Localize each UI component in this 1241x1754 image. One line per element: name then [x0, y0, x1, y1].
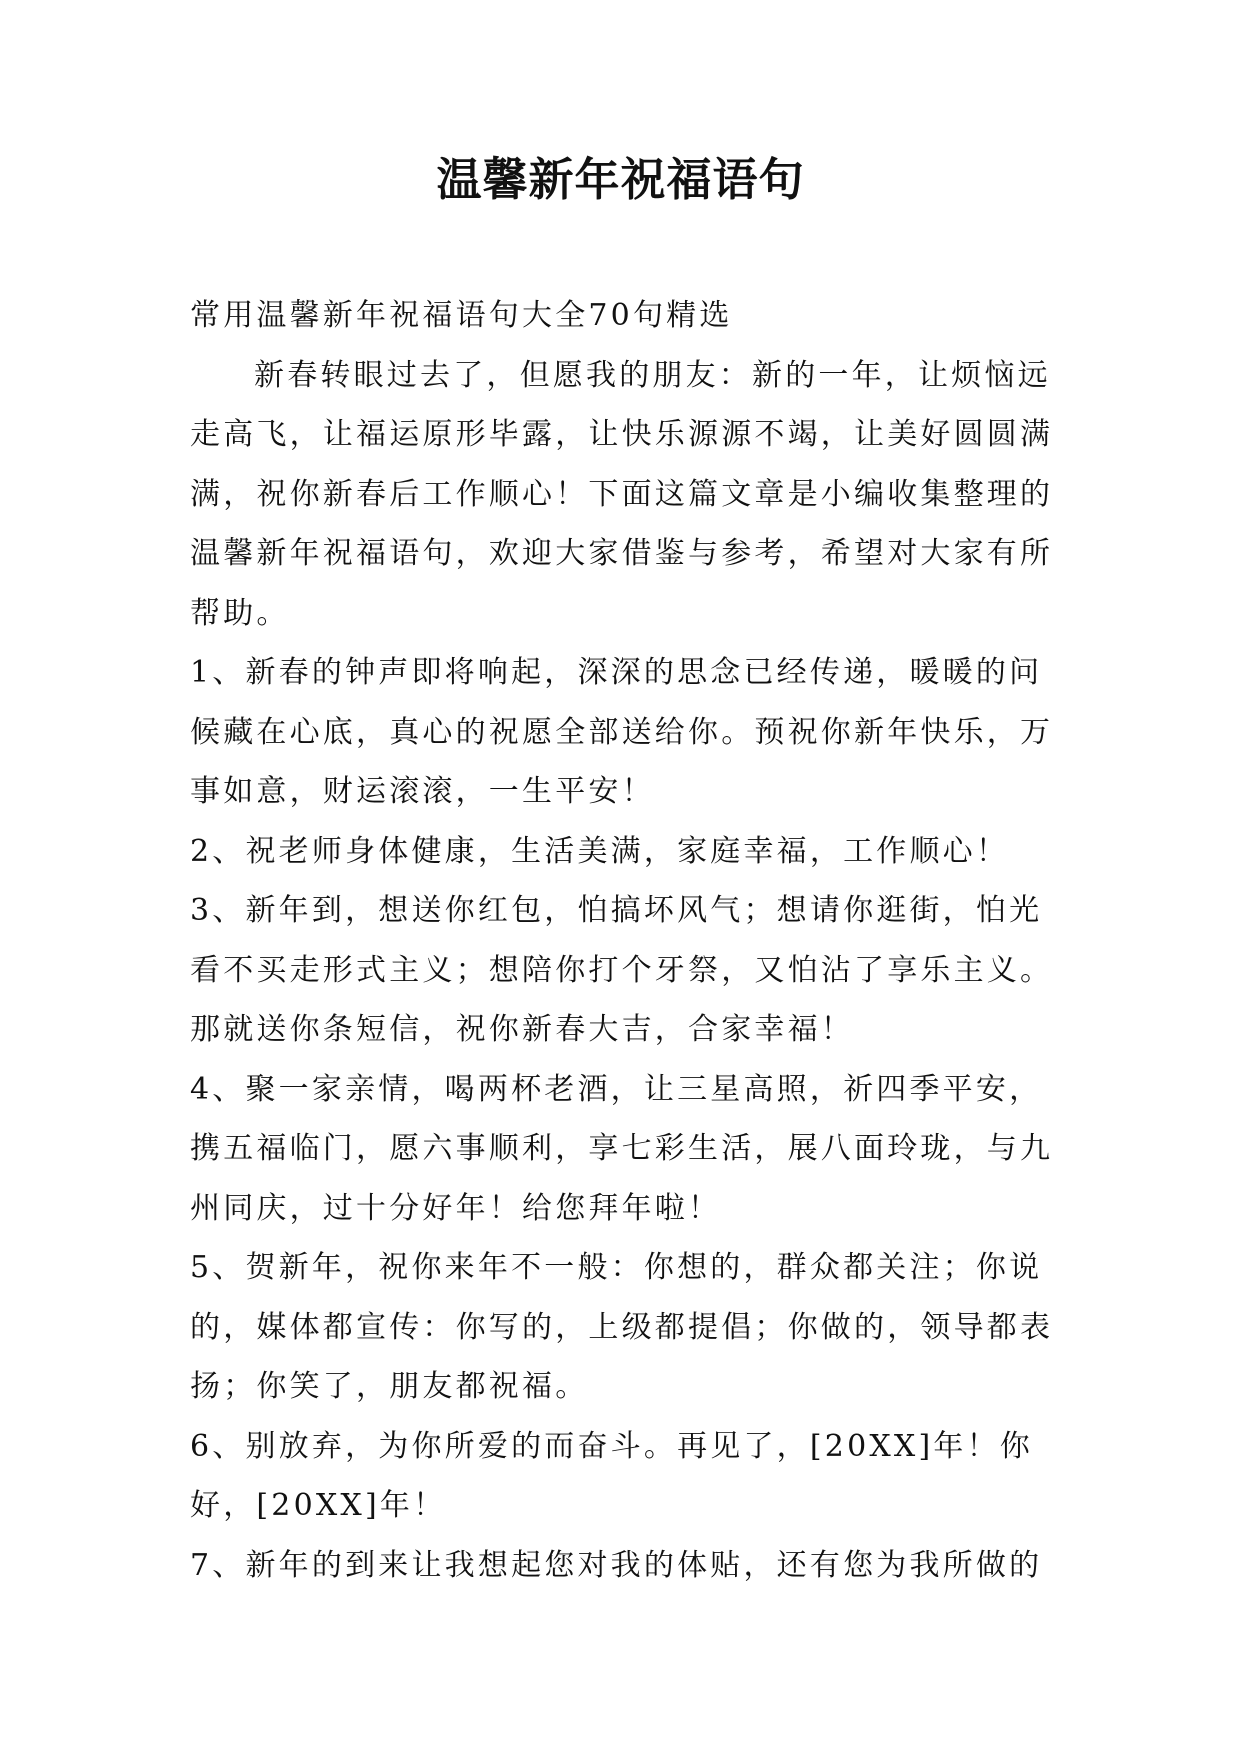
list-item: 2、祝老师身体健康，生活美满，家庭幸福，工作顺心！ [190, 833, 1010, 869]
list-item: 7、新年的到来让我想起您对我的体贴，还有您为我所做的 [190, 1547, 1043, 1583]
document-title: 温馨新年祝福语句 [436, 153, 805, 206]
list-item: 5、贺新年，祝你来年不一般：你想的，群众都关注；你说的，媒体都宣传：你写的，上级都提倡；你做的，领导都表扬；你笑了，朋友都祝福。 [190, 1250, 1054, 1404]
intro-paragraph: 新春转眼过去了，但愿我的朋友：新的一年，让烦恼远走高飞，让福运原形毕露，让快乐源源不竭，让美好圆圆满满，祝你新春后工作顺心！下面这篇文章是小编收集整理的温馨新年祝福语句，欢迎大家借鉴与参考，希望对大家有所帮助。 [190, 357, 1054, 631]
list-item: 3、新年到，想送你红包，怕搞坏风气；想请你逛街，怕光看不买走形式主义；想陪你打个牙祭，又怕沾了享乐主义。那就送你条短信，祝你新春大吉，合家幸福！ [190, 893, 1054, 1047]
document-body [190, 286, 1070, 1595]
document-subtitle: 常用温馨新年祝福语句大全70句精选 [190, 298, 733, 333]
list-item: 4、聚一家亲情，喝两杯老酒，让三星高照，祈四季平安，携五福临门，愿六事顺利，享七彩生活，展八面玲珑，与九州同庆，过十分好年！给您拜年啦！ [190, 1071, 1054, 1226]
list-item: 6、别放弃，为你所爱的而奋斗。再见了，[20XX]年！你好，[20XX]年！ [190, 1428, 1033, 1523]
list-item: 1、新春的钟声即将响起，深深的思念已经传递，暖暖的问候藏在心底，真心的祝愿全部送给你。预祝你新年快乐，万事如意，财运滚滚，一生平安！ [190, 655, 1054, 809]
